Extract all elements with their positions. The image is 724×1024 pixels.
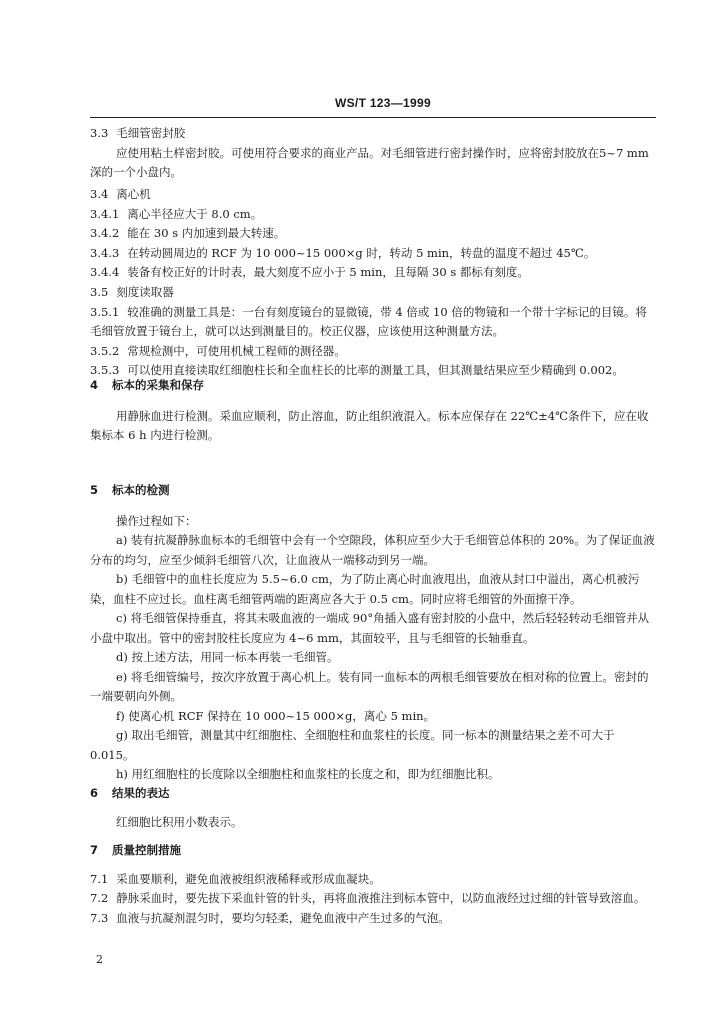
- subsection-heading: 3.5 刻度读取器: [90, 285, 174, 299]
- list-item: 7.2 静脉采血时，要先拔下采血针管的针头，再将血液推注到标本管中，以防血液经过过细的针管导致溶血。: [90, 891, 646, 905]
- list-item: 3.5.3 可以使用直接读取红细胞柱长和全血柱长的比率的测量工具，但其测量结果应至少精确到 0.002。: [90, 363, 624, 377]
- section-3-4: [90, 185, 656, 283]
- section-heading: 7 质量控制措施: [90, 843, 182, 857]
- subsection-heading: 3.4 离心机: [90, 187, 151, 201]
- section-7: [90, 841, 656, 928]
- paragraph: 用静脉血进行检测。采血应顺利，防止溶血，防止组织液混入。标本应保存在 22℃±4℃条件下，应在收集标本 6 h 内进行检测。: [90, 408, 649, 442]
- step-item: d) 按上述方法，用同一标本再装一毛细管。: [116, 650, 339, 664]
- section-4: [90, 376, 656, 446]
- section-3-3: [90, 124, 656, 183]
- intro-text: 操作过程如下：: [116, 513, 197, 528]
- step-item: g) 取出毛细管，测量其中红细胞柱、全细胞柱和血浆柱的长度。同一标本的测量结果之差不可大于 0.015。: [90, 728, 615, 762]
- step-item: f) 使离心机 RCF 保持在 10 000~15 000×g，离心 5 min。: [116, 708, 436, 723]
- step-item: h) 用红细胞柱的长度除以全细胞柱和血浆柱的长度之和，即为红细胞比积。: [116, 767, 500, 781]
- section-3-5: [90, 283, 656, 381]
- list-item: 7.1 采血要顺利，避免血液被组织液稀释或形成血凝块。: [90, 871, 381, 886]
- list-item: 7.3 血液与抗凝剂混匀时，要均匀轻柔，避免血液中产生过多的气泡。: [90, 910, 450, 925]
- list-item: 3.4.1 离心半径应大于 8.0 cm。: [90, 206, 263, 221]
- section-heading: 6 结果的表达: [90, 786, 170, 800]
- paragraph: 应使用粘土样密封胶。可使用符合要求的商业产品。对毛细管进行密封操作时，应将密封胶放在5~7 mm深的一个小盘内。: [90, 145, 649, 179]
- subsection-heading: 3.3 毛细管密封胶: [90, 126, 186, 140]
- section-5: [90, 481, 656, 785]
- paragraph: 红细胞比积用小数表示。: [116, 814, 243, 829]
- header-rule: [90, 117, 656, 118]
- step-item: e) 将毛细管编号，按次序放置于离心机上。装有同一血标本的两根毛细管要放在相对称的位置上。密封的一端要朝向外侧。: [90, 669, 649, 703]
- section-heading: 5 标本的检测: [90, 483, 170, 497]
- list-item: 3.4.2 能在 30 s 内加速到最大转速。: [90, 226, 286, 240]
- section-6: [90, 784, 656, 832]
- page-number: 2: [96, 953, 103, 966]
- step-item: a) 装有抗凝静脉血标本的毛细管中会有一个空隙段，体积应至少大于毛细管总体积的 20%。为了保证血液分布的均匀，应至少倾斜毛细管八次，让血液从一端移动到另一端。: [90, 533, 655, 567]
- step-item: c) 将毛细管保持垂直，将其未吸血液的一端成 90°角插入盛有密封胶的小盘中，然后轻轻转动毛细管并从小盘中取出。管中的密封胶柱长度应为 4~6 mm，其面较平，且与毛细管的长轴垂直。: [90, 611, 650, 645]
- list-item: 3.4.4 装备有校正好的计时表，最大刻度不应小于 5 min，且每隔 30 s 都标有刻度。: [90, 265, 529, 279]
- list-item: 3.4.3 在转动圆周边的 RCF 为 10 000~15 000×g 时，转动 5 min，转盘的温度不超过 45℃。: [90, 245, 596, 260]
- list-item: 3.5.2 常规检测中，可使用机械工程师的测径器。: [90, 343, 346, 358]
- page-header: WS/T 123—1999: [335, 96, 431, 110]
- step-item: b) 毛细管中的血柱长度应为 5.5~6.0 cm，为了防止离心时血液甩出，血液从封口中溢出，离心机被污染，血柱不应过长。血柱离毛细管两端的距离应各大于 0.5 cm。同时应将毛细管的外面擦干净。: [90, 572, 640, 606]
- section-heading: 4 标本的采集和保存: [90, 378, 205, 392]
- list-item: 3.5.1 较准确的测量工具是：一台有刻度镜台的显微镜，带 4 倍或 10 倍的物镜和一个带十字标记的目镜。将毛细管放置于镜台上，就可以达到测量目的。校正仪器，应该使用这种测量方法。: [90, 304, 647, 338]
